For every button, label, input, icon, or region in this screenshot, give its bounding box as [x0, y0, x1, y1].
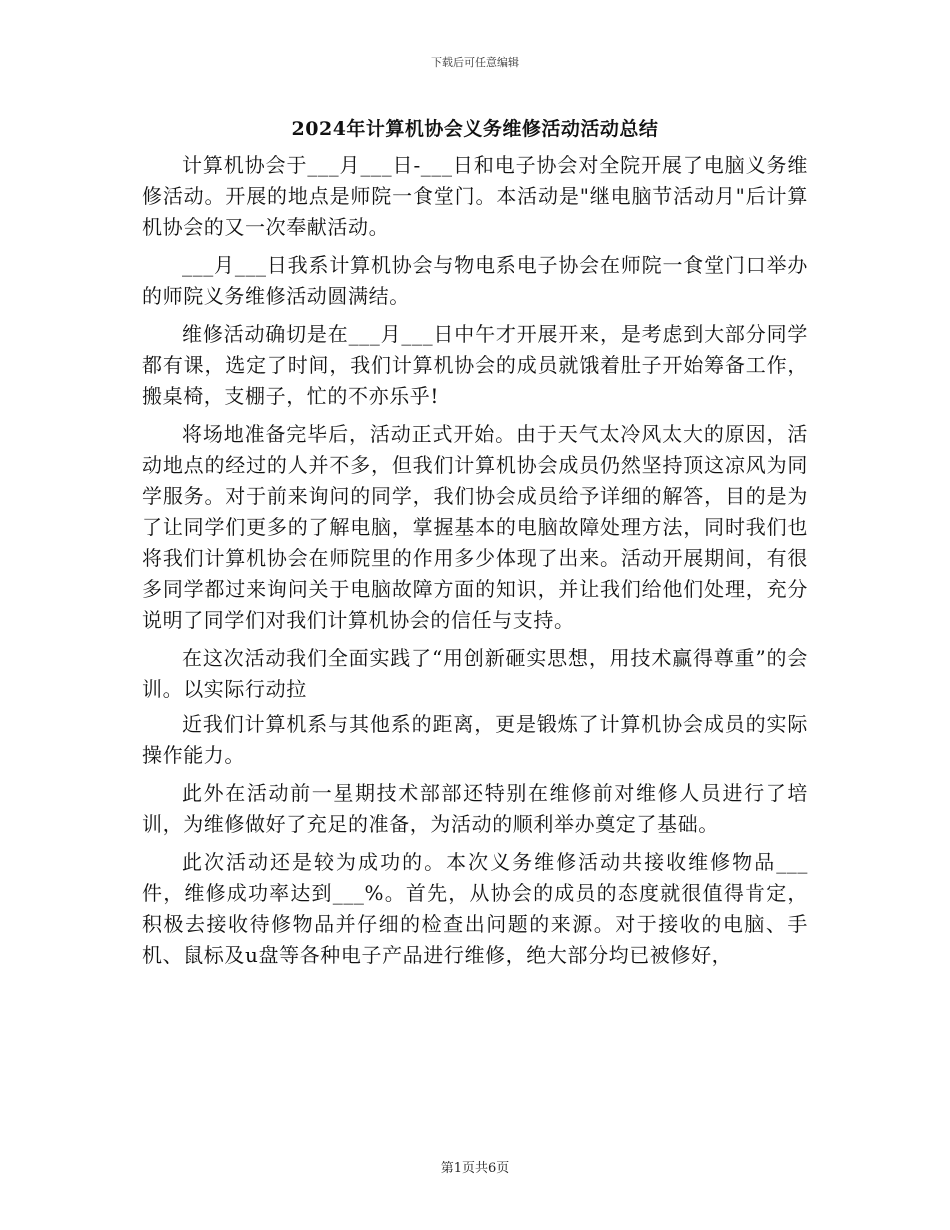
paragraph-5: 在这次活动我们全面实践了“用创新砸实思想，用技术赢得尊重”的会训。以实际行动拉: [142, 646, 808, 701]
paragraph-8: 此次活动还是较为成功的。本次义务维修活动共接收维修物品___件，维修成功率达到___%。首先，从协会的成员的态度就很值得肯定，积极去接收待修物品并仔细的检查出问题的来源。对于接收的电脑、手机、鼠标及u盘等各种电子产品进行维修，绝大部分均已被修好，: [142, 850, 808, 967]
paragraph-2: ___月___日我系计算机协会与物电系电子协会在师院一食堂门口举办的师院义务维修活动圆满结。: [142, 253, 808, 308]
page-header-note: 下载后可任意编辑: [431, 56, 519, 69]
paragraph-6: 近我们计算机系与其他系的距离，更是锻炼了计算机协会成员的实际操作能力。: [142, 712, 808, 767]
paragraph-7: 此外在活动前一星期技术部部还特别在维修前对维修人员进行了培训，为维修做好了充足的准备，为活动的顺利举办奠定了基础。: [142, 781, 808, 836]
document-title: 2024年计算机协会义务维修活动活动总结: [291, 118, 659, 140]
paragraph-3: 维修活动确切是在___月___日中午才开展开来，是考虑到大部分同学都有课，选定了时间，我们计算机协会的成员就饿着肚子开始筹备工作，搬桌椅，支棚子，忙的不亦乐乎!: [142, 322, 808, 408]
paragraph-1: 计算机协会于___月___日-___日和电子协会对全院开展了电脑义务维修活动。开展的地点是师院一食堂门。本活动是"继电脑节活动月"后计算机协会的又一次奉献活动。: [142, 153, 808, 239]
document-body: [142, 150, 808, 978]
page-number: 第1页共6页: [440, 1161, 510, 1176]
paragraph-4: 将场地准备完毕后，活动正式开始。由于天气太冷风太大的原因，活动地点的经过的人并不多，但我们计算机协会成员仍然坚持顶这凉风为同学服务。对于前来询问的同学，我们协会成员给予详细的解答，目的是为了让同学们更多的了解电脑，掌握基本的电脑故障处理方法，同时我们也将我们计算机协会在师院里的作用多少体现了出来。活动开展期间，有很多同学都过来询问关于电脑故障方面的知识，并让我们给他们处理，充分说明了同学们对我们计算机协会的信任与支持。: [142, 422, 808, 632]
